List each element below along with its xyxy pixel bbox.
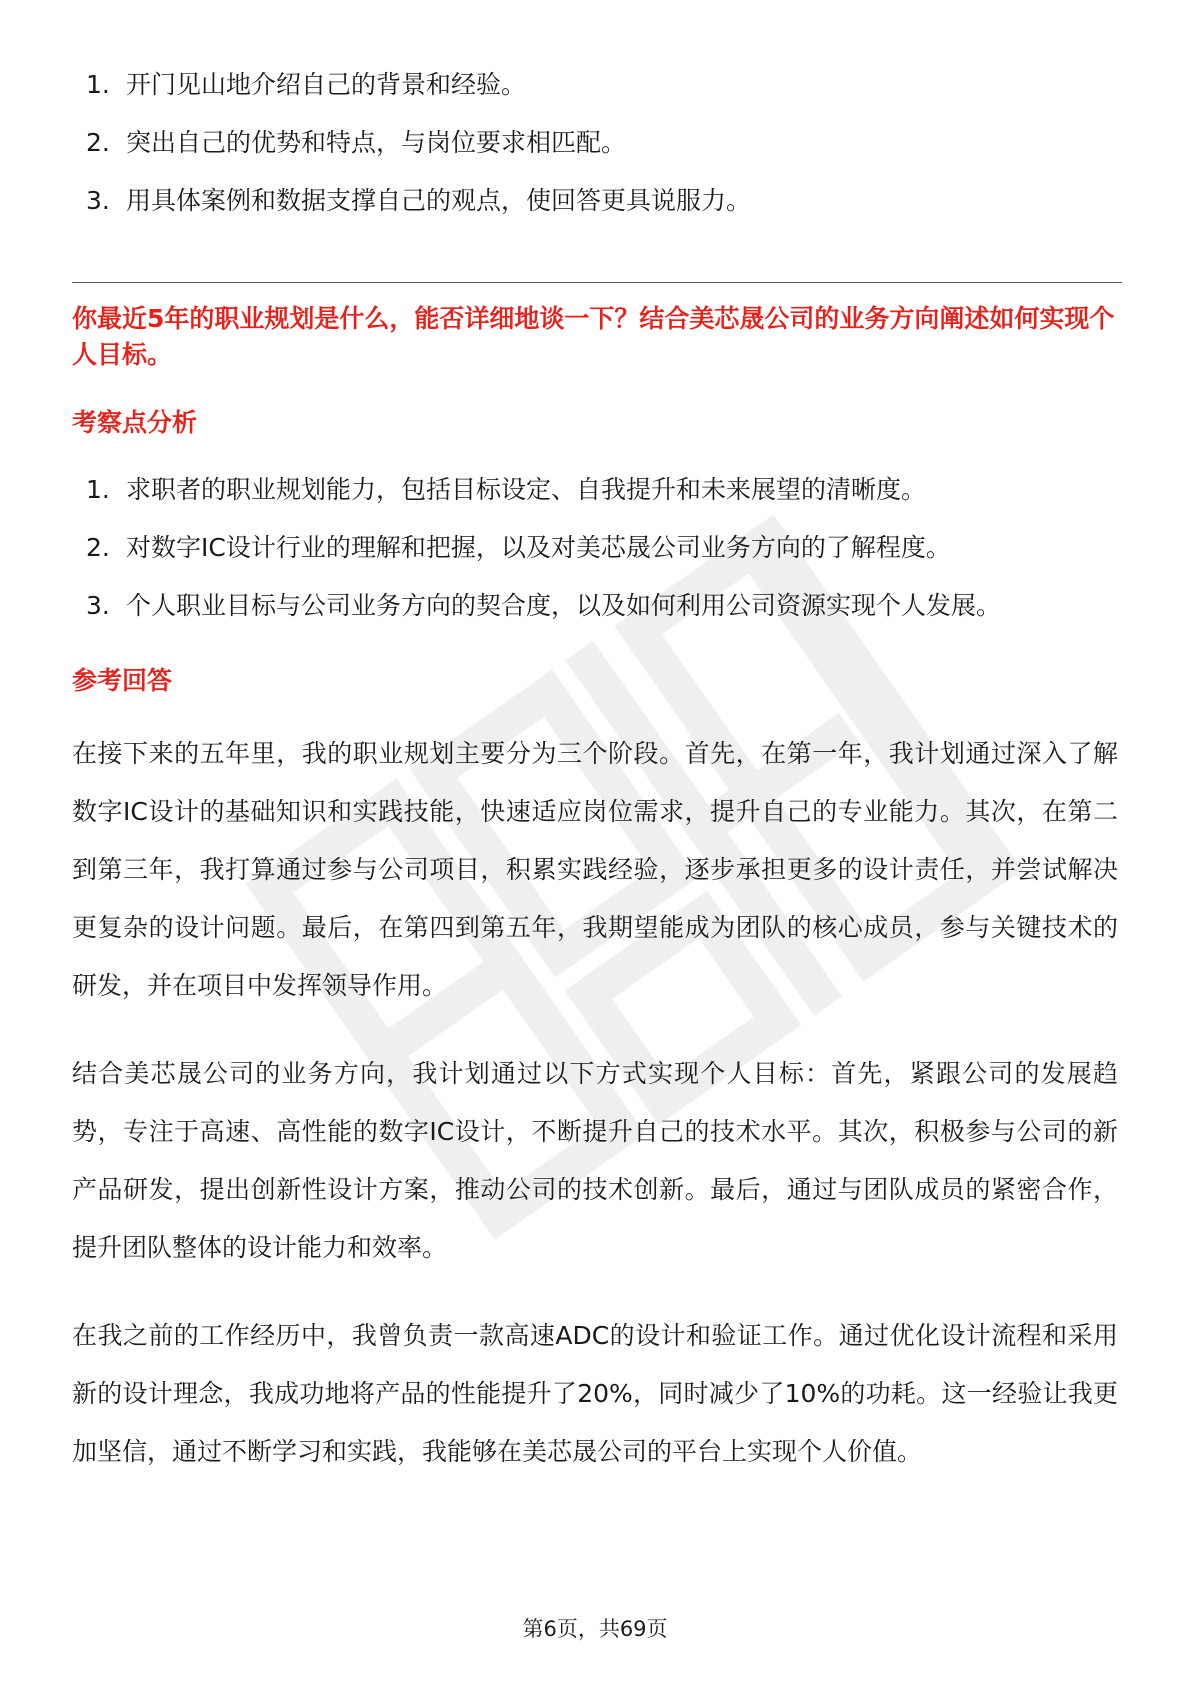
list-item: 3. 用具体案例和数据支撑自己的观点，使回答更具说服力。 [86,186,752,215]
answer-paragraph: 在接下来的五年里，我的职业规划主要分为三个阶段。首先，在第一年，我计划通过深入了解数字IC设计的基础知识和实践技能，快速适应岗位需求，提升自己的专业能力。其次，在第二到第三年，我打算通过参与公司项目，积累实践经验，逐步承担更多的设计责任，并尝试解决更复杂的设计问题。最后，在第四到第五年，我期望能成为团队的核心成员，参与关键技术的研发，并在项目中发挥领导作用。 [72,739,1118,1000]
answer-paragraph: 在我之前的工作经历中，我曾负责一款高速ADC的设计和验证工作。通过优化设计流程和采用新的设计理念，我成功地将产品的性能提升了20%，同时减少了10%的功耗。这一经验让我更加坚信，通过不断学习和实践，我能够在美芯晟公司的平台上实现个人价值。 [72,1321,1118,1466]
section-divider [72,282,1122,283]
list-item: 1. 开门见山地介绍自己的背景和经验。 [86,70,527,99]
list-item: 2. 突出自己的优势和特点，与岗位要求相匹配。 [86,128,627,157]
answer-heading: 参考回答 [72,666,173,695]
list-item: 2. 对数字IC设计行业的理解和把握，以及对美芯晟公司业务方向的了解程度。 [86,533,951,562]
analysis-list [72,461,1118,635]
tips-list [72,56,1118,230]
page-number: 第6页，共69页 [522,1617,668,1641]
interview-question: 你最近5年的职业规划是什么，能否详细地谈一下？结合美芯晟公司的业务方向阐述如何实现个人目标。 [72,304,1115,369]
list-item: 3. 个人职业目标与公司业务方向的契合度，以及如何利用公司资源实现个人发展。 [86,591,1002,620]
answer-paragraph: 结合美芯晟公司的业务方向，我计划通过以下方式实现个人目标：首先，紧跟公司的发展趋势，专注于高速、高性能的数字IC设计，不断提升自己的技术水平。其次，积极参与公司的新产品研发，提出创新性设计方案，推动公司的技术创新。最后，通过与团队成员的紧密合作，提升团队整体的设计能力和效率。 [72,1059,1118,1262]
list-item: 1. 求职者的职业规划能力，包括目标设定、自我提升和未来展望的清晰度。 [86,475,927,504]
analysis-heading: 考察点分析 [72,408,198,437]
page-content [72,56,1118,1511]
